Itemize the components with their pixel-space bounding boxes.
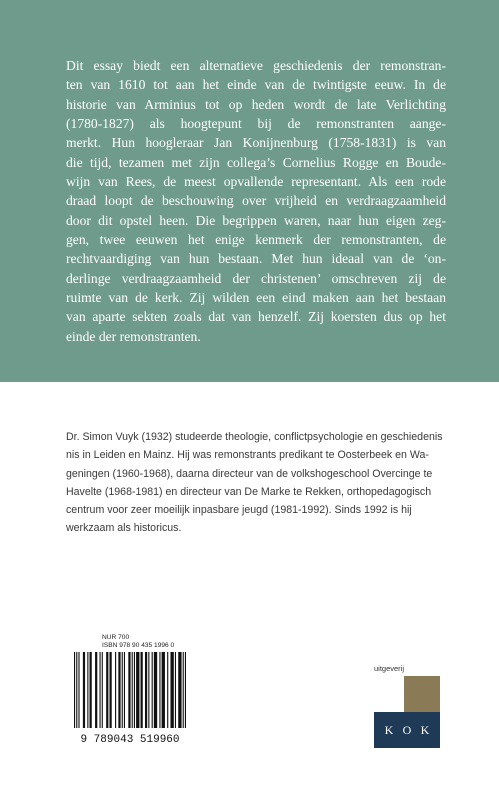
barcode-bars	[74, 652, 186, 728]
blurb-line: van aparte sekten zoals dat van henzelf. Zij koersten dus op het	[66, 309, 446, 325]
blurb-line: draad loopt de beschouwing over vrijheid en verdraagzaamheid	[66, 193, 446, 209]
bio-line: centrum voor zeer moeilijk inpasbare jeugd (1981-1992). Sinds 1992 is hij	[66, 504, 412, 517]
logo-letter: K	[384, 722, 394, 737]
barcode-bar	[95, 652, 97, 728]
bio-line: werkzaam als historicus.	[66, 522, 182, 535]
barcode-bar	[83, 652, 85, 728]
barcode-digits: 9 789043 519960	[80, 734, 180, 744]
barcode-bar	[159, 652, 160, 728]
barcode-bar	[185, 652, 186, 728]
blurb-line: historie van Arminius tot op heden wordt de late Verlichting	[66, 96, 446, 112]
barcode-bar	[90, 652, 92, 728]
book-meta	[102, 634, 198, 650]
barcode-bar	[74, 652, 75, 728]
barcode-bar	[170, 652, 173, 728]
barcode-bar	[109, 652, 111, 728]
isbn-barcode	[64, 634, 196, 744]
blurb-line: door dit opstel heen. Die begrippen waren, naar hun eigen zeg-	[66, 212, 446, 228]
barcode-bar	[87, 652, 88, 728]
barcode-bar	[102, 652, 103, 728]
logo-letter: O	[402, 722, 412, 737]
blurb-line: (1780-1827) als hoogtepunt bij de remonstranten aange-	[66, 116, 446, 132]
logo-gold-block	[404, 676, 440, 712]
nur-code: NUR 700	[102, 634, 130, 641]
publisher-logo	[374, 664, 440, 748]
blurb-line: rechtvaardiging van hun bestaan. Met hun ideaal van de ‘on-	[66, 251, 446, 267]
bio-line: Dr. Simon Vuyk (1932) studeerde theologie, conflictpsychologie en geschiedenis	[66, 431, 443, 443]
barcode-bar	[152, 652, 153, 728]
blurb-line: ten van 1610 tot aan het einde van de twintigste eeuw. In de	[66, 77, 446, 93]
barcode-bar	[106, 652, 108, 728]
barcode-graphic	[64, 652, 196, 744]
barcode-bar	[132, 652, 133, 728]
barcode-bar	[141, 652, 143, 728]
barcode-bar	[128, 652, 130, 728]
blurb-line: einde der remonstranten.	[66, 328, 201, 344]
bio-line: Havelte (1968-1981) en directeur van De Marke te Rekken, orthopedagogisch	[66, 485, 432, 498]
barcode-bar	[162, 652, 165, 728]
publisher-label: uitgeverij	[374, 664, 405, 673]
blurb-line: ruimte van de kerk. Zij wilden een eind maken aan het bestaan	[66, 290, 446, 306]
logo-letter: K	[420, 722, 430, 737]
bio-line: nis in Leiden en Mainz. Hij was remonstrants predikant te Oosterbeek en Wa-	[66, 449, 429, 462]
isbn-number: ISBN 978 90 435 1996 0	[102, 642, 175, 649]
barcode-bar	[118, 652, 120, 728]
barcode-bar	[178, 652, 181, 728]
bio-line: geningen (1960-1968), daarna directeur van de volkshogeschool Overcinge te	[66, 467, 433, 480]
barcode-bar	[167, 652, 168, 728]
barcode-bar	[78, 652, 79, 728]
barcode-bar	[122, 652, 123, 728]
barcode-bar	[76, 652, 77, 728]
blurb-line: derlinge verdraagzaamheid der christenen’ omschreven zij de	[66, 270, 446, 286]
logo-navy-block	[374, 712, 440, 748]
blurb-line: gen, twee eeuwen het enige kenmerk der remonstranten, de	[66, 232, 446, 248]
barcode-bar	[183, 652, 184, 728]
barcode-bar	[134, 652, 135, 728]
barcode-bar	[154, 652, 157, 728]
barcode-bar	[148, 652, 149, 728]
blurb-line: wijn van Rees, de meest opvallende representant. Als een rode	[66, 174, 446, 190]
back-cover-blurb	[66, 56, 446, 346]
barcode-bar	[124, 652, 125, 728]
blurb-line: merkt. Hun hoogleraar Jan Konijnenburg (1758-1831) is van	[66, 135, 446, 151]
blurb-line: Dit essay biedt een alternatieve geschiedenis der remonstran-	[66, 58, 446, 73]
barcode-bar	[115, 652, 116, 728]
barcode-bar	[175, 652, 176, 728]
barcode-bar	[100, 652, 101, 728]
blurb-line: die tijd, tezamen met zijn collega’s Cornelius Rogge en Boude-	[66, 154, 446, 170]
barcode-bar	[145, 652, 147, 728]
author-bio	[66, 428, 450, 538]
barcode-bar	[136, 652, 139, 728]
